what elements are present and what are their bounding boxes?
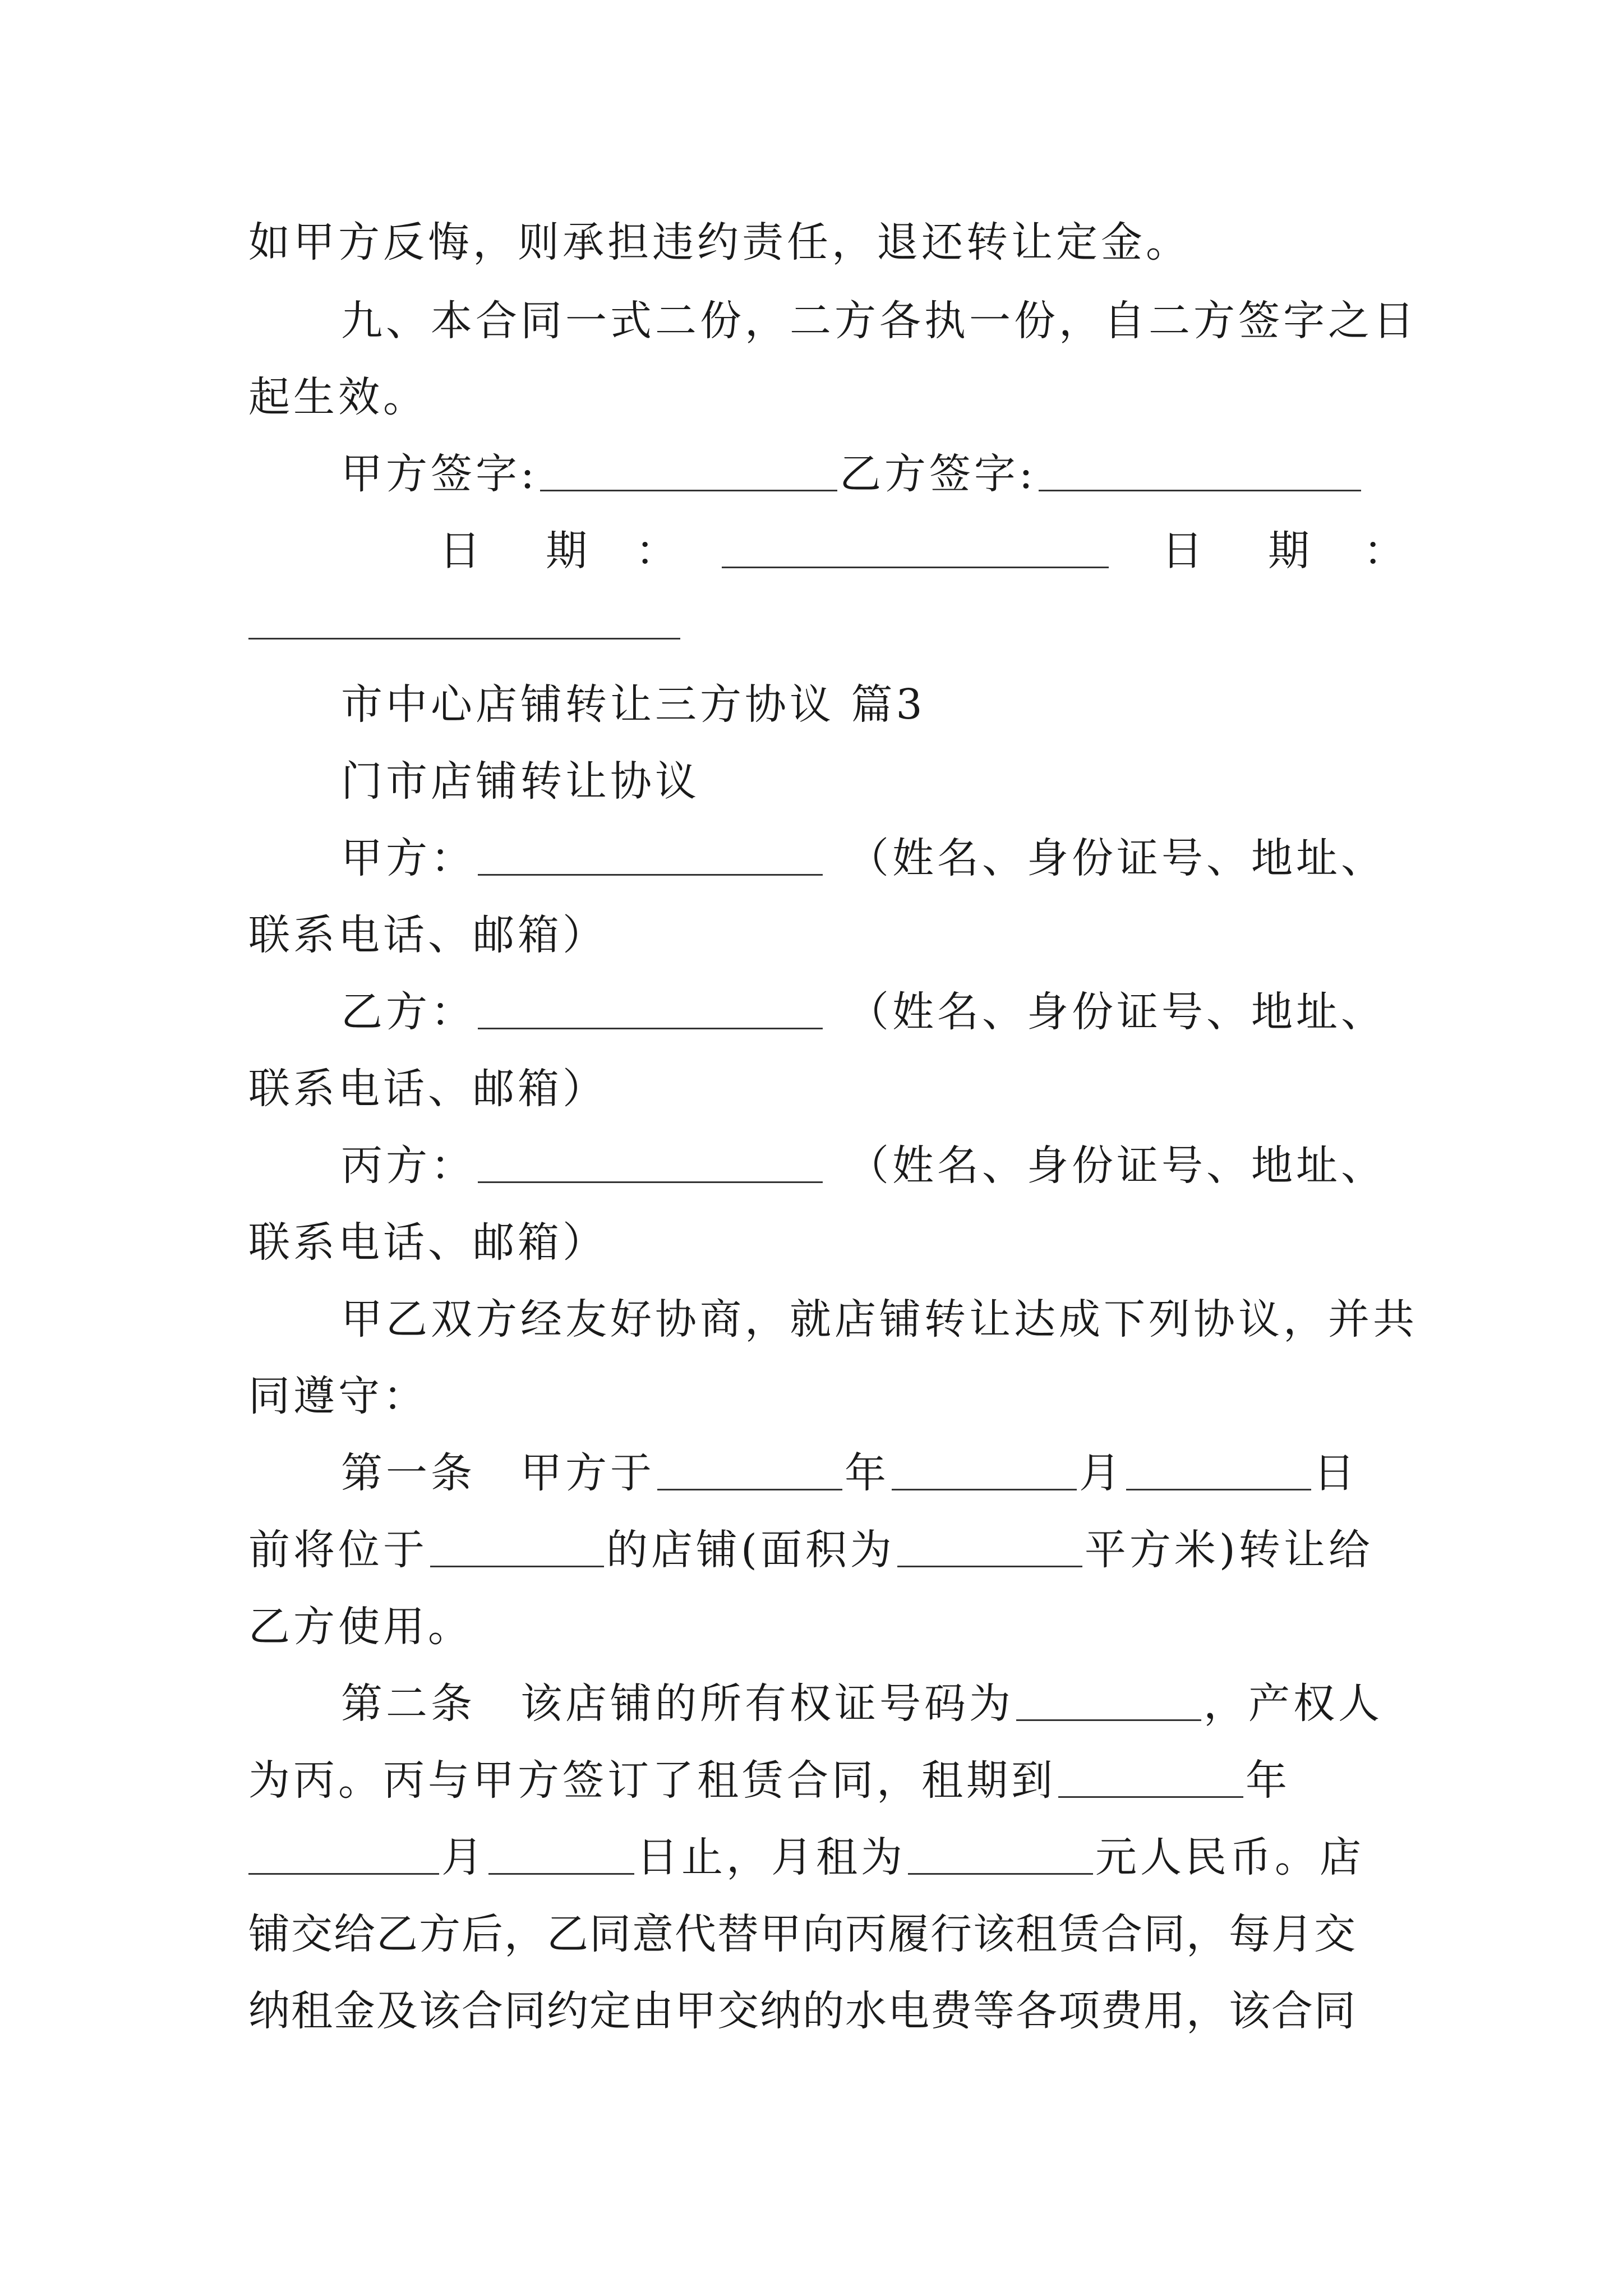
lease-year-blank [1058, 1757, 1243, 1798]
lease-month-blank [248, 1834, 439, 1875]
date-a-blank [722, 527, 1109, 568]
party-a-signature-label: 甲方签字: [341, 450, 538, 498]
date-label-a-char2: 期 [546, 527, 591, 575]
signature-line [341, 446, 1491, 502]
text-line [248, 907, 1398, 963]
section-heading: 市中心店铺转让三方协议 篇3 [341, 680, 926, 729]
article-one: 第一条 甲方于 [341, 1449, 655, 1497]
party-c-info: （姓名、身份证号、地址、 [847, 1142, 1386, 1190]
party-line [341, 1138, 1491, 1194]
party-line [341, 984, 1491, 1040]
text-l1: 如甲方反悔，则承担违约责任，退还转让定金。 [248, 218, 1191, 266]
text-line [248, 1368, 1398, 1424]
day-label: 日 [1313, 1449, 1358, 1497]
date-label-b-char1: 日 [1161, 527, 1206, 575]
party-a-signature-blank [540, 450, 837, 491]
article-two-currency: 元人民币。店 [1095, 1833, 1364, 1881]
year-label: 年 [845, 1449, 889, 1497]
location-blank [430, 1526, 604, 1567]
party-a-blank [478, 835, 823, 876]
text-line [248, 1214, 1398, 1271]
text-line [248, 1906, 1398, 1962]
text-line [248, 214, 1398, 270]
area-blank [897, 1526, 1082, 1567]
text-line [341, 1291, 1491, 1347]
date-line [439, 523, 1589, 579]
date-b-blank [248, 638, 680, 639]
article-two: 第二条 该店铺的所有权证号码为 [341, 1680, 1014, 1728]
party-b-signature-label: 乙方签字: [839, 450, 1036, 498]
party-line [341, 830, 1491, 886]
party-a-label: 甲方： [341, 834, 476, 882]
text-line [341, 677, 1491, 733]
certificate-blank [1016, 1680, 1201, 1721]
intro-text: 甲乙双方经友好协商，就店铺转让达成下列协议，并共 [341, 1295, 1418, 1343]
month-label: 月 [1079, 1449, 1124, 1497]
text-line [341, 293, 1491, 349]
article-line [341, 1445, 1491, 1501]
party-b-info: （姓名、身份证号、地址、 [847, 988, 1386, 1036]
text-line [248, 1983, 1398, 2039]
party-b-blank [478, 988, 823, 1029]
month-label: 月 [441, 1833, 486, 1881]
intro-text-cont: 同遵守： [248, 1372, 428, 1420]
article-two-owner: ，产权人 [1204, 1680, 1383, 1728]
party-b-label: 乙方： [341, 988, 476, 1036]
party-b-signature-blank [1039, 450, 1361, 491]
date-label-a-colon: ： [635, 527, 680, 575]
article-one-cont: 前将位于 [248, 1526, 428, 1574]
year-label: 年 [1246, 1756, 1290, 1805]
text-line [341, 753, 1491, 809]
article-two-cont: 铺交给乙方后，乙同意代替甲向丙履行该租赁合同，每月交 [248, 1910, 1357, 1958]
lease-day-blank [488, 1834, 634, 1875]
party-c-blank [478, 1142, 823, 1183]
party-a-info: （姓名、身份证号、地址、 [847, 834, 1386, 882]
day-blank [1126, 1450, 1311, 1490]
article-line [248, 1522, 1398, 1578]
month-blank [892, 1450, 1077, 1490]
text-line [248, 1061, 1398, 1117]
text-line [248, 369, 1398, 425]
clause-nine: 九、本合同一式二份，二方各执一份，自二方签字之日 [341, 297, 1418, 345]
party-c-label: 丙方： [341, 1142, 476, 1190]
date-label-a-char1: 日 [439, 527, 484, 575]
article-one-transfer: 平方米)转让给 [1084, 1526, 1373, 1574]
article-line [341, 1676, 1491, 1732]
article-one-area: 的店铺(面积为 [606, 1526, 895, 1574]
party-c-info-cont: 联系电话、邮箱） [248, 1218, 607, 1267]
article-one-end: 乙方使用。 [248, 1603, 473, 1651]
article-line [248, 1829, 1398, 1885]
article-two-lease: 为丙。丙与甲方签订了租赁合同，租期到 [248, 1756, 1056, 1805]
date-label-b-colon: ： [1363, 527, 1408, 575]
article-line [248, 1752, 1398, 1809]
article-two-rent: 日止，月租为 [637, 1833, 906, 1881]
date-label-b-char2: 期 [1268, 527, 1313, 575]
year-blank [657, 1450, 842, 1490]
party-b-info-cont: 联系电话、邮箱） [248, 1065, 607, 1113]
article-two-cont2: 纳租金及该合同约定由甲交纳的水电费等各项费用，该合同 [248, 1987, 1357, 2035]
clause-nine-cont: 起生效。 [248, 373, 428, 421]
agreement-title: 门市店铺转让协议 [341, 757, 700, 806]
rent-blank [908, 1834, 1093, 1875]
party-a-info-cont: 联系电话、邮箱） [248, 911, 607, 959]
text-line [248, 1599, 1398, 1655]
